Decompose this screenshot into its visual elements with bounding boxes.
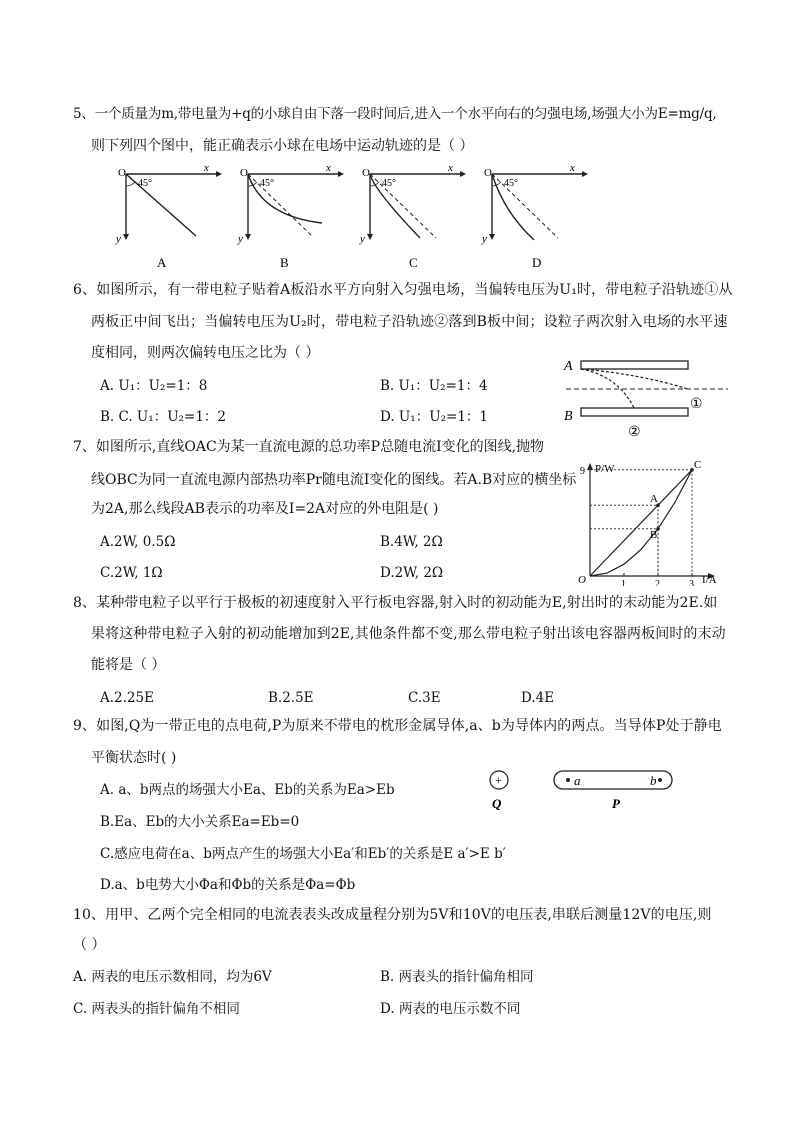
x-tick-label: 3 [689, 579, 694, 586]
point-a-label: a [574, 773, 581, 788]
point-b-label: b [650, 773, 657, 788]
point-a [566, 778, 570, 782]
plate-b-label: B [564, 409, 573, 424]
point-label-c: C [694, 458, 702, 471]
plate-a [581, 361, 688, 369]
y-tick-label: 9 [580, 465, 585, 477]
q8-option-b: B.2.5E [268, 690, 314, 706]
q8-option-c: C.3E [408, 690, 441, 706]
point-b [658, 778, 662, 782]
x-tick-label: 2 [655, 579, 660, 586]
q10-stem-line1: 10、用甲、乙两个完全相同的电流表表头改成量程分别为5V和10V的电压表,串联后测量12V的电压,则 [73, 907, 712, 923]
q5-label-d: D [532, 255, 542, 270]
svg-text:x: x [570, 162, 575, 174]
svg-text:y: y [238, 233, 243, 245]
q8-stem-line1: 8、某种带电粒子以平行于极板的初速度射入平行板电容器,射入时的初动能为E,射出时的末动能为2E.如 [73, 595, 718, 611]
svg-text:45°: 45° [382, 178, 396, 189]
svg-text:O: O [240, 167, 248, 179]
q6-stem-line1: 6、如图所示，有一带电粒子贴着A板沿水平方向射入匀强电场，当偏转电压为U₁时，带电粒子沿轨迹①从 [73, 282, 733, 298]
q5-panel-b [237, 162, 344, 245]
svg-text:45°: 45° [504, 178, 518, 189]
q6-option-c: B. C. U₁：U₂=1：2 [100, 409, 227, 425]
q5-figures [100, 160, 700, 272]
p-label: P [612, 796, 620, 811]
q7-stem-line3: 为2A,那么线段AB表示的功率及I=2A对应的外电阻是( ) [91, 501, 439, 517]
plus-sign: + [495, 773, 502, 787]
q8-stem-line2: 果将这种带电粒子入射的初动能增加到2E,其他条件都不变,那么带电粒子射出该电容器两板间时的末动 [91, 626, 726, 642]
q9-option-c: C.感应电荷在a、b两点产生的场强大小Ea′和Eb′的关系是E a′>E b′ [100, 846, 506, 862]
q6-stem-line2: 两板正中间飞出；当偏转电压为U₂时，带电粒子沿轨迹②落到B板中间；设粒子两次射入电场的水平速 [91, 314, 728, 330]
point-label-b: B [650, 528, 658, 541]
q7-option-b: B.4W, 2Ω [380, 534, 443, 550]
svg-text:x: x [448, 162, 453, 174]
origin-label: O [578, 574, 586, 586]
q8-stem-line3: 能将是（ ） [91, 657, 166, 673]
trajectory-line [126, 174, 196, 236]
q10-option-b: B. 两表头的指针偏角相同 [380, 969, 534, 985]
q7-option-d: D.2W, 2Ω [380, 565, 444, 581]
q7-option-a: A.2W, 0.5Ω [100, 534, 176, 550]
q6-stem-line3: 度相同，则两次偏转电压之比为（ ） [91, 345, 320, 361]
q5-panel-c [359, 162, 466, 245]
q5-label-c: C [409, 255, 418, 270]
q5-label-a: A [157, 255, 167, 270]
q6-figure [560, 352, 730, 442]
origin-label: O [118, 167, 126, 179]
svg-text:O: O [484, 167, 492, 179]
q10-option-a: A. 两表的电压示数相同，均为6V [73, 969, 272, 985]
q7-option-c: C.2W, 1Ω [100, 565, 163, 581]
svg-text:45°: 45° [138, 178, 152, 189]
path-1-label: ① [690, 397, 703, 412]
plate-a-label: A [564, 359, 573, 374]
q10-stem-line2: （ ） [73, 937, 106, 953]
x-axis-label: I/A [702, 574, 717, 586]
q6-option-d: D. U₁：U₂=1：1 [380, 409, 488, 425]
q5-stem-line1: 5、一个质量为m,带电量为+q的小球自由下落一段时间后,进入一个水平向右的匀强电场,场强大小为E=mg/q, [73, 106, 717, 122]
path-2-label: ② [628, 425, 641, 440]
q5-panel-d [481, 162, 588, 245]
q6-option-b: B. U₁：U₂=1：4 [380, 378, 488, 394]
q9-stem-line2: 平衡状态时( ) [91, 750, 177, 766]
q7-power-chart [574, 458, 724, 586]
series-oac [590, 470, 692, 576]
path-1 [581, 369, 688, 389]
q8-option-d: D.4E [521, 690, 555, 706]
q9-stem-line1: 9、如图,Q为一带正电的点电荷,P为原来不带电的枕形金属导体,a、b为导体内的两点。当导体P处于静电 [73, 718, 722, 734]
plate-b [581, 408, 688, 416]
x-tick-label: 1 [621, 579, 626, 586]
svg-text:O: O [362, 167, 370, 179]
q5-stem-line2: 则下列四个图中，能正确表示小球在电场中运动轨迹的是（ ） [91, 138, 474, 154]
q9-option-b: B.Ea、Eb的大小关系Ea=Eb=0 [100, 814, 300, 830]
q10-option-d: D. 两表的电压示数不同 [380, 1001, 521, 1017]
svg-text:y: y [360, 233, 365, 245]
y-axis-label: P/W [595, 463, 615, 475]
svg-text:y: y [482, 233, 487, 245]
q10-option-c: C. 两表头的指针偏角不相同 [73, 1001, 240, 1017]
q7-stem-line2: 线OBC为同一直流电源内部热功率Pr随电流I变化的图线。若A.B对应的横坐标 [91, 472, 577, 488]
q9-option-d: D.a、b电势大小Φa和Φb的关系是Φa=Φb [100, 877, 356, 893]
q6-option-a: A. U₁：U₂=1：8 [100, 378, 208, 394]
q8-option-a: A.2.25E [100, 690, 154, 706]
svg-text:x: x [326, 162, 331, 174]
q5-label-b: B [280, 255, 289, 270]
q9-option-a: A. a、b两点的场强大小Ea、Eb的关系为Ea>Eb [100, 782, 395, 798]
svg-text:y: y [116, 233, 121, 245]
point-label-a: A [650, 493, 658, 506]
q7-stem-line1: 7、如图所示,直线OAC为某一直流电源的总功率P总随电流I变化的图线,抛物 [73, 439, 545, 455]
q-label: Q [492, 796, 502, 811]
q5-panel-a [115, 162, 222, 245]
svg-text:x: x [204, 162, 209, 174]
svg-text:45°: 45° [260, 178, 274, 189]
q9-figure [480, 766, 680, 814]
